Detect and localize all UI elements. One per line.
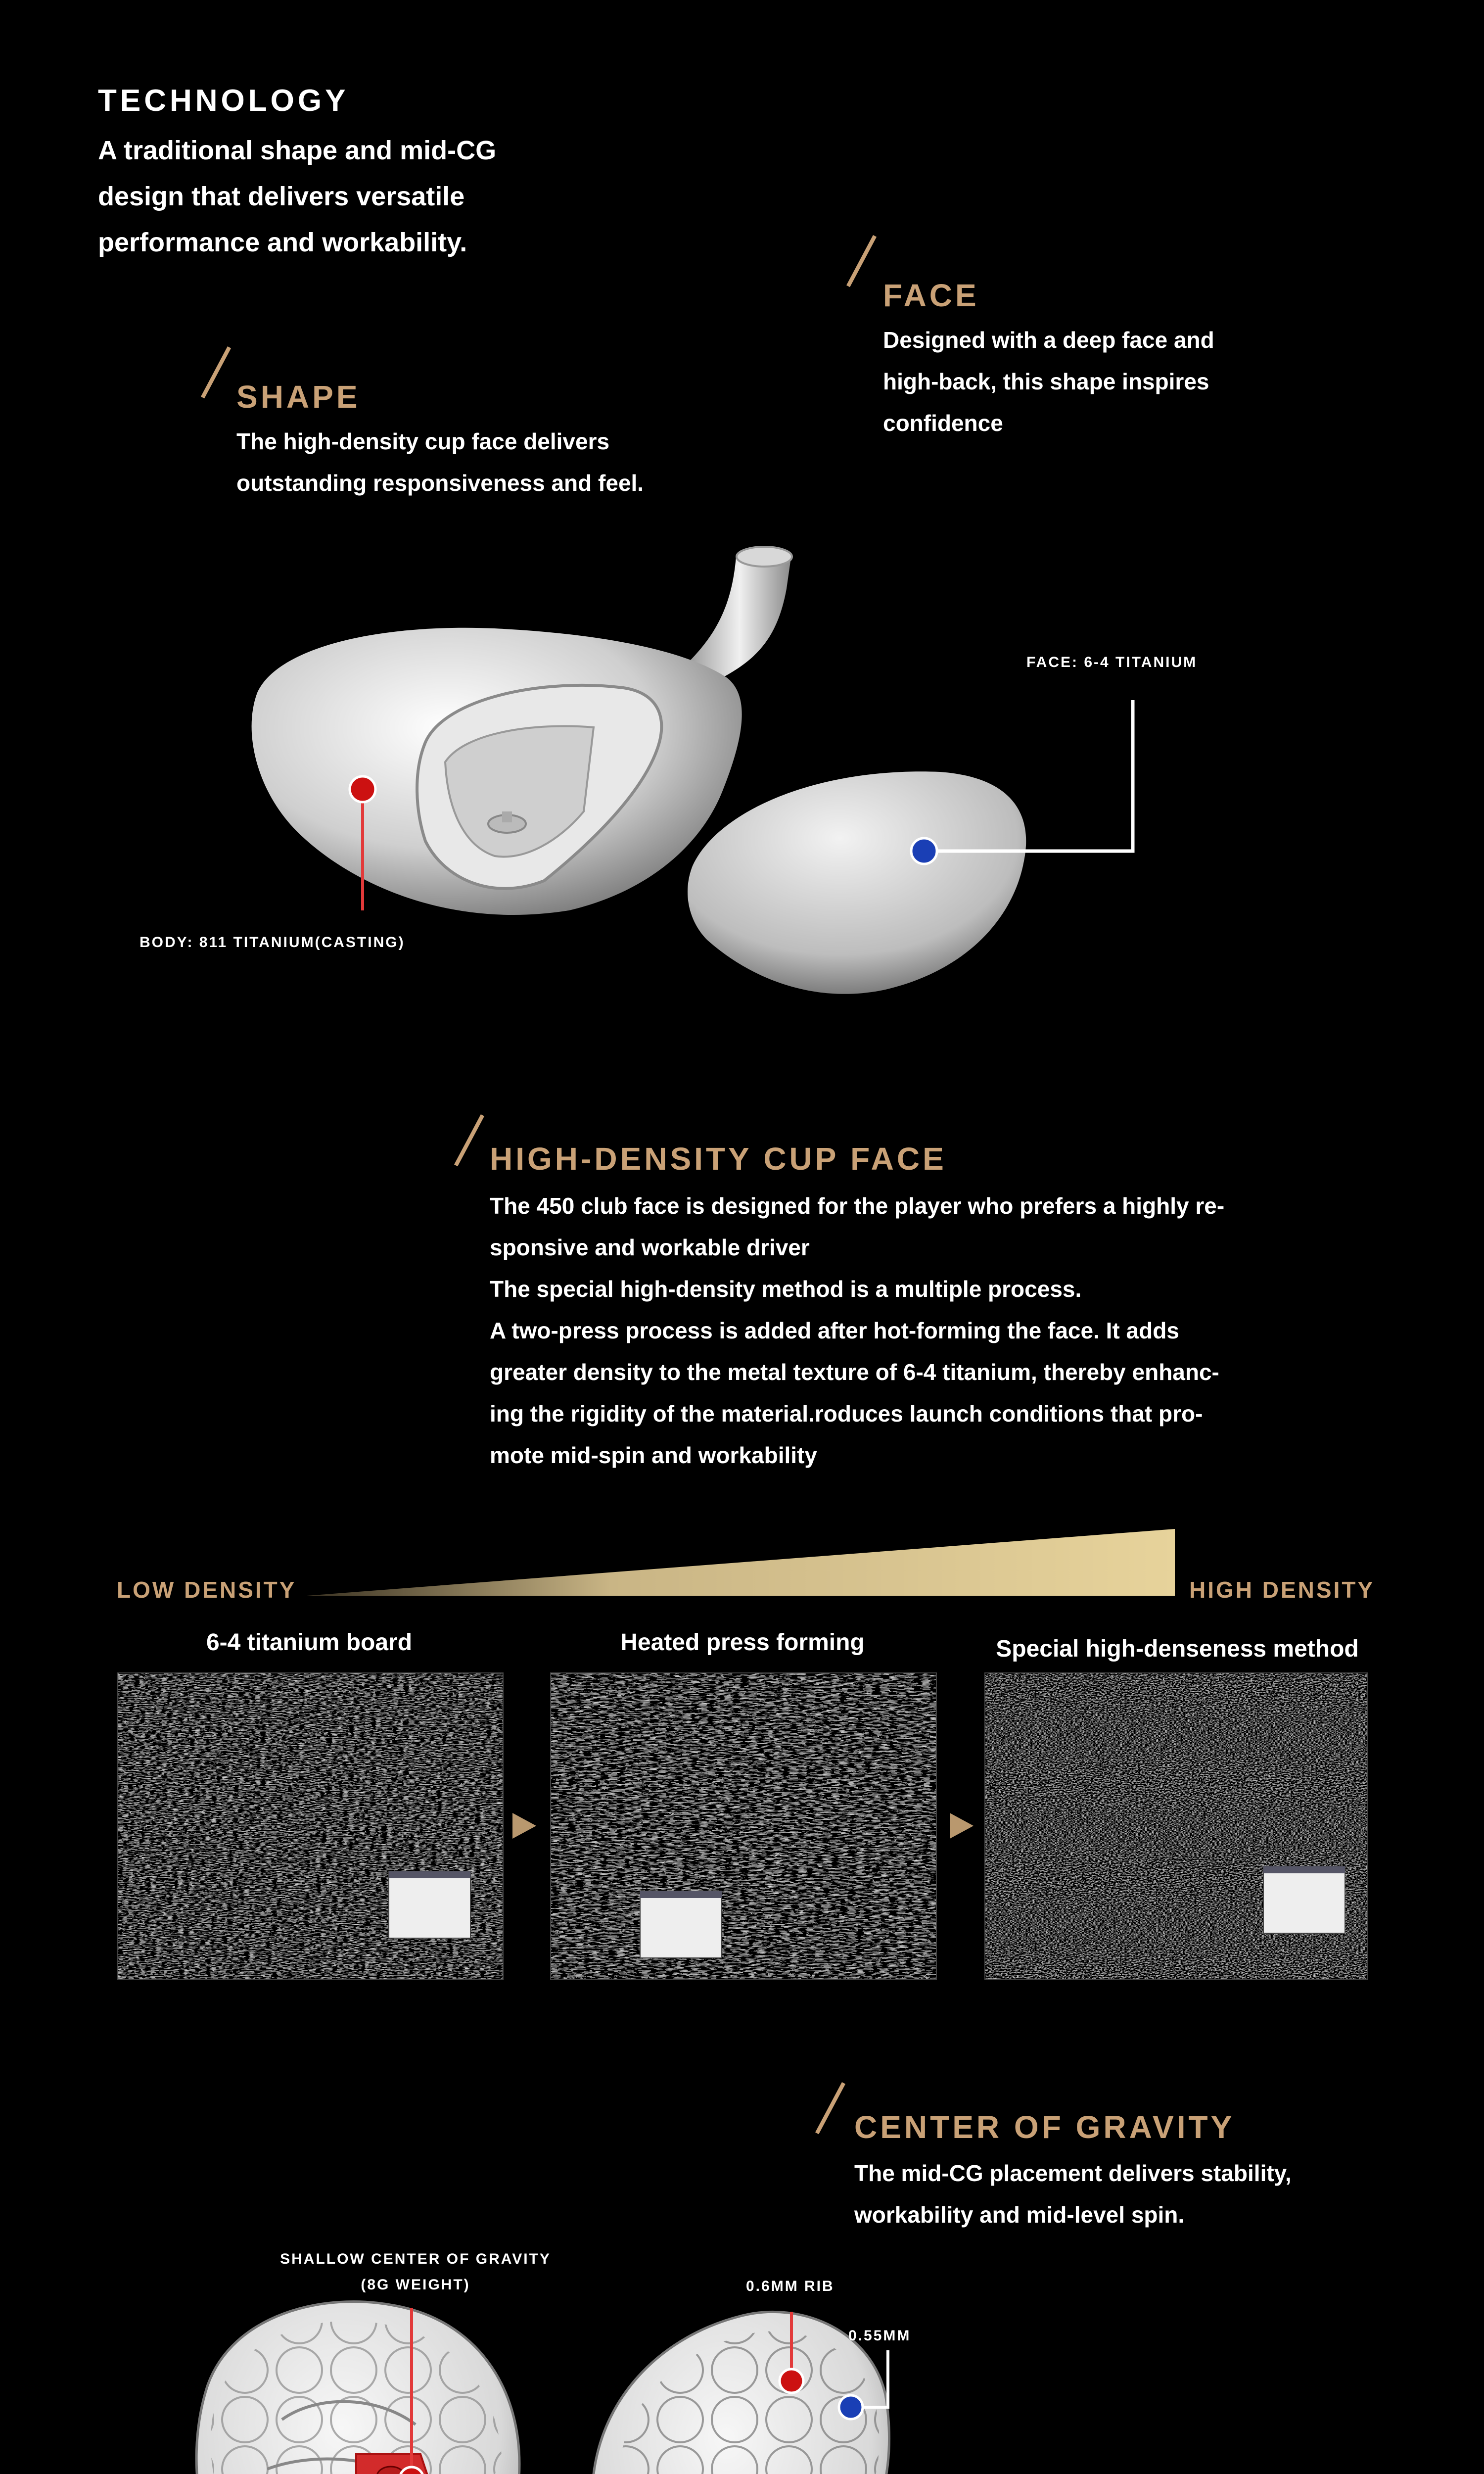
shape-line: The high-density cup face delivers (236, 428, 610, 454)
face-text (883, 319, 1214, 444)
face-line: confidence (883, 410, 1003, 436)
cupface-slash (454, 1114, 484, 1166)
cupface-line: A two-press process is added after hot-forming the face. It adds (490, 1318, 1179, 1343)
body-material-label: BODY: 811 TITANIUM(CASTING) (139, 934, 405, 951)
intro-line: A traditional shape and mid-CG (98, 136, 497, 165)
shallow-cog-label-line: (8G WEIGHT) (361, 2277, 470, 2293)
high-density-label: HIGH DENSITY (1189, 1577, 1375, 1603)
intro-line: design that delivers versatile (98, 182, 465, 211)
face-line: high-back, this shape inspires (883, 369, 1209, 394)
cog-text (854, 2152, 1292, 2236)
micrograph-image (118, 1673, 503, 1979)
cog-title: CENTER OF GRAVITY (854, 2109, 1235, 2145)
process-arrow-icon (950, 1813, 974, 1839)
thickness-055-label: 0.55MM (848, 2328, 911, 2344)
intro-text (98, 128, 496, 266)
face-slash (846, 235, 877, 287)
cupface-line: greater density to the metal texture of 6-4 titanium, thereby enhanc- (490, 1359, 1219, 1385)
cupface-title: HIGH-DENSITY CUP FACE (490, 1141, 947, 1177)
process-arrow-icon (512, 1813, 536, 1839)
panel-caption: Special high-denseness method (996, 1636, 1359, 1662)
panel-caption: Heated press forming (620, 1629, 865, 1656)
rib-label: 0.6MM RIB (746, 2278, 835, 2294)
shape-line: outstanding responsiveness and feel. (236, 470, 644, 496)
intro-line: performance and workability. (98, 228, 467, 257)
shape-title: SHAPE (236, 379, 361, 415)
panel-caption: 6-4 titanium board (206, 1629, 413, 1656)
cupface-line: The special high-density method is a multiple process. (490, 1276, 1082, 1302)
micrograph-image (551, 1673, 936, 1979)
cupface-text (490, 1185, 1224, 1476)
cupface-line: The 450 club face is designed for the player who prefers a highly re- (490, 1193, 1225, 1219)
micrograph-high-denseness (984, 1672, 1368, 1980)
low-density-label: LOW DENSITY (117, 1577, 297, 1603)
cupface-line: mote mid-spin and workability (490, 1442, 817, 1468)
shallow-cog-label-line: SHALLOW CENTER OF GRAVITY (280, 2251, 551, 2267)
micrograph-image (985, 1673, 1367, 1979)
shape-slash (201, 346, 231, 398)
cupface-line: sponsive and workable driver (490, 1235, 810, 1260)
shallow-cog-label (257, 2246, 574, 2298)
density-wedge (307, 1529, 1177, 1598)
shape-text (236, 421, 644, 504)
micrograph-heated-press (550, 1672, 937, 1980)
face-material-label: FACE: 6-4 TITANIUM (1026, 654, 1198, 670)
cog-slash (815, 2082, 845, 2134)
intro-heading: TECHNOLOGY (98, 84, 349, 118)
club-head-xray-illustration (0, 2246, 1484, 2474)
cupface-line: ing the rigidity of the material.roduces launch conditions that pro- (490, 1401, 1203, 1427)
micrograph-titanium-board (117, 1672, 504, 1980)
face-title: FACE (883, 278, 979, 313)
cog-line: workability and mid-level spin. (854, 2202, 1185, 2228)
cog-line: The mid-CG placement delivers stability, (854, 2160, 1292, 2186)
face-line: Designed with a deep face and (883, 327, 1214, 353)
